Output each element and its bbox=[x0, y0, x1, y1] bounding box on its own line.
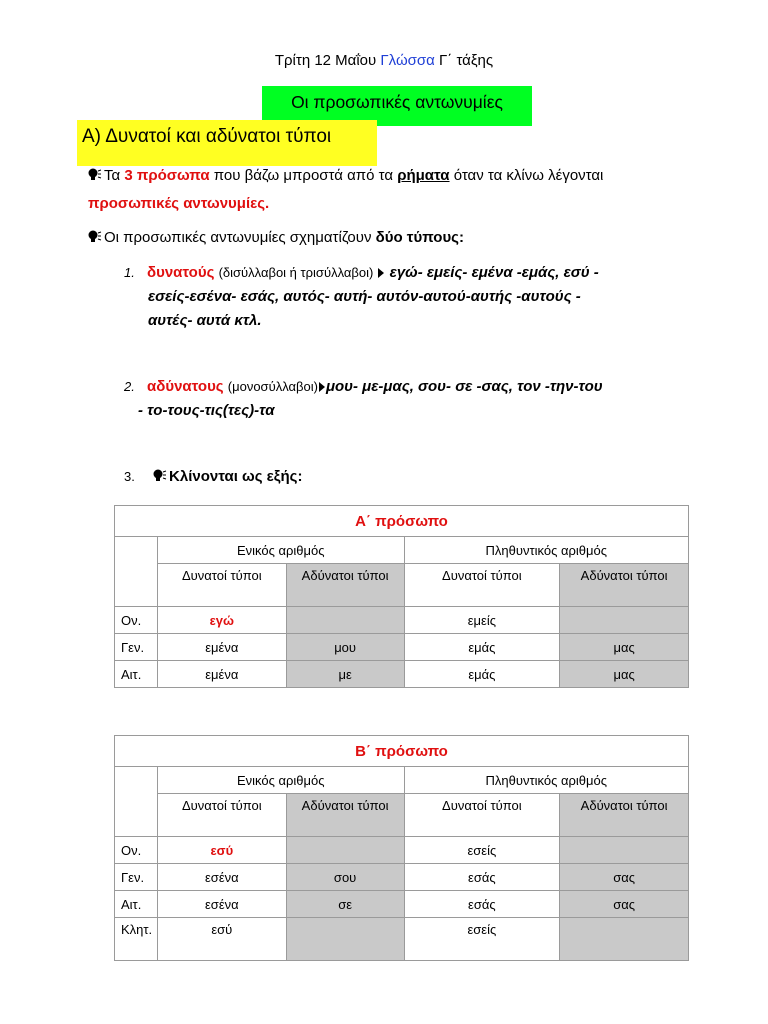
item2-label: αδύνατους bbox=[147, 378, 224, 395]
item3-text: Κλίνονται ως εξής: bbox=[169, 468, 303, 485]
table-a-weak-header: Αδύνατοι τύποι bbox=[286, 564, 404, 607]
table-row bbox=[115, 918, 689, 961]
table-first-person bbox=[114, 505, 689, 688]
table-b-strong-header-plural: Δυνατοί τύποι bbox=[404, 794, 560, 837]
case-label: Γεν. bbox=[115, 634, 158, 661]
case-label: Ον. bbox=[115, 607, 158, 634]
cell: με bbox=[286, 661, 404, 688]
cell: εσένα bbox=[157, 891, 286, 918]
subject-text: Γλώσσα bbox=[380, 52, 435, 69]
table-row bbox=[115, 634, 689, 661]
item1-number: 1. bbox=[124, 265, 135, 280]
document-title-line bbox=[0, 52, 768, 69]
cell: εμάς bbox=[404, 634, 560, 661]
cell bbox=[560, 607, 689, 634]
cell: σας bbox=[560, 864, 689, 891]
table-row bbox=[115, 864, 689, 891]
cell bbox=[286, 607, 404, 634]
cell: εσύ bbox=[157, 918, 286, 961]
cell: εμάς bbox=[404, 661, 560, 688]
list-item-strong-forms bbox=[124, 261, 734, 333]
para1-three-persons: 3 πρόσωπα bbox=[124, 167, 210, 184]
case-label: Ον. bbox=[115, 837, 158, 864]
cell: εσάς bbox=[404, 891, 560, 918]
cell: μας bbox=[560, 634, 689, 661]
para1-text-c: όταν τα κλίνω λέγονται bbox=[449, 167, 604, 184]
case-label: Γεν. bbox=[115, 864, 158, 891]
table-b-title: Β΄ πρόσωπο bbox=[115, 736, 689, 767]
section-a-heading: Α) Δυνατοί και αδύνατοι τύποι bbox=[77, 120, 377, 166]
cell: εσάς bbox=[404, 864, 560, 891]
table-b-singular-header: Ενικός αριθμός bbox=[157, 767, 404, 794]
case-label: Αιτ. bbox=[115, 661, 158, 688]
list-item-weak-forms bbox=[124, 375, 734, 423]
table-b-empty-cell bbox=[115, 767, 158, 837]
para2-two-types: δύο τύπους bbox=[375, 229, 459, 246]
table-row bbox=[115, 661, 689, 688]
para1-text-a: Τα bbox=[104, 167, 125, 184]
cell: εσένα bbox=[157, 864, 286, 891]
cell: εσείς bbox=[404, 918, 560, 961]
case-label: Αιτ. bbox=[115, 891, 158, 918]
speaking-head-bullet-icon bbox=[88, 168, 102, 181]
cell: εμένα bbox=[157, 661, 286, 688]
item1-label: δυνατούς bbox=[147, 264, 215, 281]
table-row bbox=[115, 891, 689, 918]
cell bbox=[560, 837, 689, 864]
speaking-head-bullet-icon bbox=[88, 230, 102, 243]
table-a-plural-header: Πληθυντικός αριθμός bbox=[404, 537, 688, 564]
speaking-head-bullet-icon bbox=[153, 469, 167, 482]
cell: μας bbox=[560, 661, 689, 688]
table-b-weak-header: Αδύνατοι τύποι bbox=[286, 794, 404, 837]
table-b-strong-header: Δυνατοί τύποι bbox=[157, 794, 286, 837]
para1-text-b: που βάζω μπροστά από τα bbox=[209, 167, 398, 184]
date-text: Τρίτη 12 Μαΐου bbox=[274, 52, 377, 69]
cell bbox=[560, 918, 689, 961]
para2-colon: : bbox=[458, 229, 464, 246]
item1-note: (δισύλλαβοι ή τρισύλλαβοι) bbox=[218, 265, 374, 280]
item1-line1: εγώ- εμείς- εμένα -εμάς, εσύ - bbox=[389, 264, 599, 281]
cell: εσύ bbox=[157, 837, 286, 864]
table-row bbox=[115, 837, 689, 864]
table-a-weak-header-plural: Αδύνατοι τύποι bbox=[560, 564, 689, 607]
table-a-strong-header-plural: Δυνατοί τύποι bbox=[404, 564, 560, 607]
table-a-singular-header: Ενικός αριθμός bbox=[157, 537, 404, 564]
para1-personal-pronouns: προσωπικές αντωνυμίες. bbox=[88, 195, 270, 212]
para2-text-a: Οι προσωπικές αντωνυμίες σχηματίζουν bbox=[104, 229, 376, 246]
item2-note: (μονοσύλλαβοι) bbox=[227, 379, 318, 394]
topic-heading: Οι προσωπικές αντωνυμίες bbox=[262, 86, 532, 126]
para1-verbs: ρήματα bbox=[397, 167, 450, 184]
cell: εσείς bbox=[404, 837, 560, 864]
cell: σου bbox=[286, 864, 404, 891]
item2-line1: μου- με-μας, σου- σε -σας, τον -την-του bbox=[325, 378, 603, 395]
cell bbox=[286, 918, 404, 961]
cell: σε bbox=[286, 891, 404, 918]
cell: μου bbox=[286, 634, 404, 661]
item1-line2: εσείς-εσένα- εσάς, αυτός- αυτή- αυτόν-αυτού-αυτής -αυτούς - bbox=[148, 288, 581, 305]
cell bbox=[286, 837, 404, 864]
item2-line2: - το-τους-τις(τες)-τα bbox=[138, 402, 275, 419]
right-triangle-arrow-icon bbox=[377, 268, 385, 278]
grade-text: Γ΄ τάξης bbox=[439, 52, 494, 69]
table-b-plural-header: Πληθυντικός αριθμός bbox=[404, 767, 688, 794]
right-triangle-arrow-icon bbox=[318, 382, 326, 392]
cell: εγώ bbox=[157, 607, 286, 634]
table-row bbox=[115, 607, 689, 634]
paragraph-persons bbox=[88, 162, 728, 218]
table-second-person bbox=[114, 735, 689, 961]
item3-number: 3. bbox=[124, 469, 135, 484]
cell: εμείς bbox=[404, 607, 560, 634]
list-item-declension bbox=[124, 468, 302, 485]
cell: εμένα bbox=[157, 634, 286, 661]
item1-line3: αυτές- αυτά κτλ. bbox=[148, 312, 262, 329]
item2-number: 2. bbox=[124, 379, 135, 394]
paragraph-two-types bbox=[88, 224, 728, 252]
table-a-empty-cell bbox=[115, 537, 158, 607]
case-label: Κλητ. bbox=[115, 918, 158, 961]
cell: σας bbox=[560, 891, 689, 918]
table-b-weak-header-plural: Αδύνατοι τύποι bbox=[560, 794, 689, 837]
table-a-strong-header: Δυνατοί τύποι bbox=[157, 564, 286, 607]
table-a-title: Α΄ πρόσωπο bbox=[115, 506, 689, 537]
